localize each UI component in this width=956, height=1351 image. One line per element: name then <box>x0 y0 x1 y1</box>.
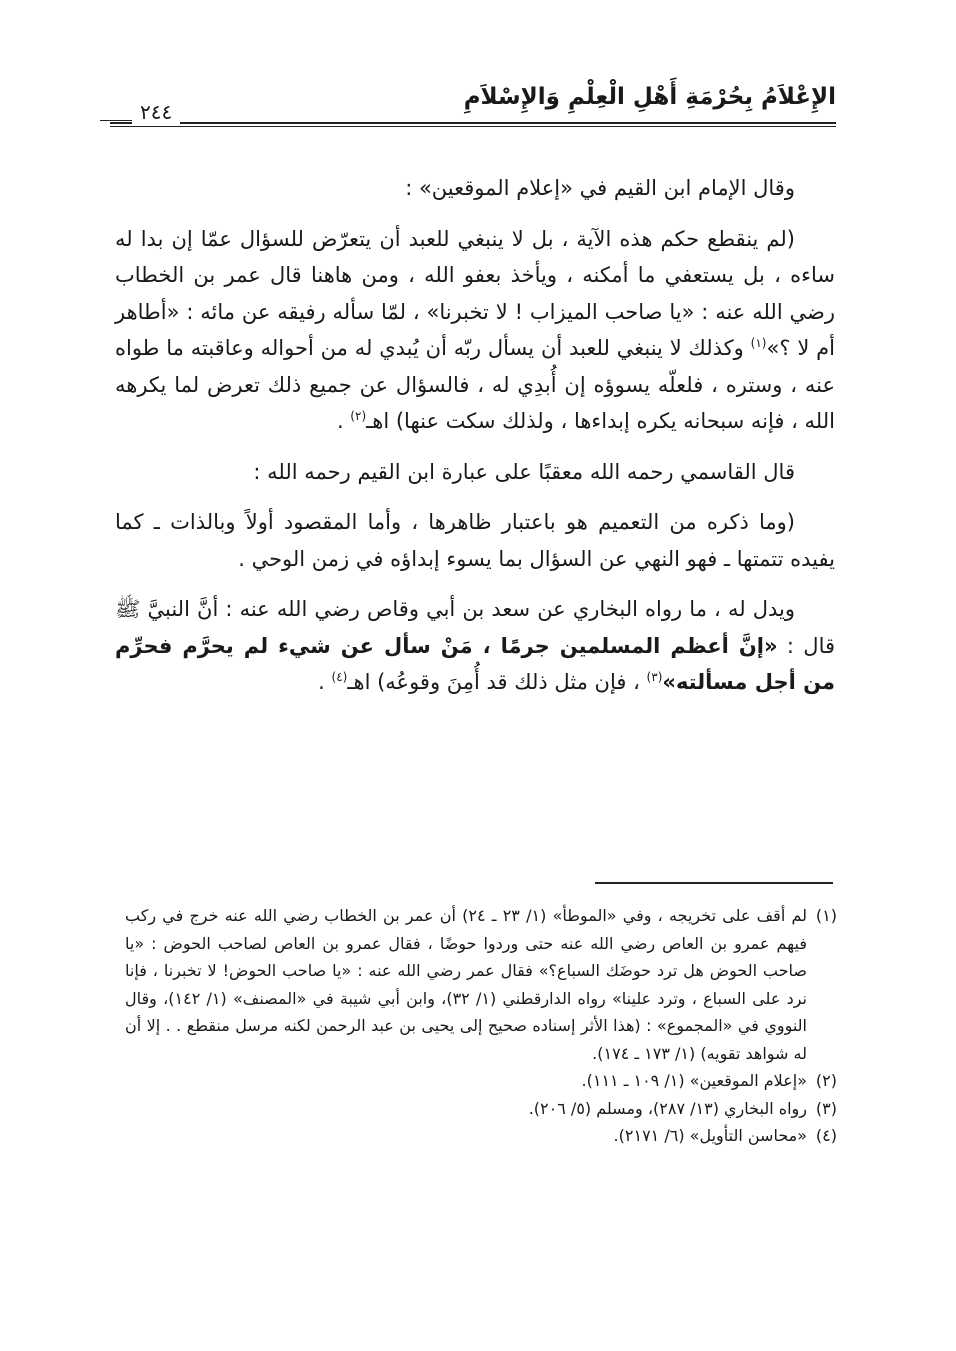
paragraph-text: (لم ينقطع حكم هذه الآية ، بل لا ينبغي للعبد أن يتعرّض للسؤال عمّا إن بدا له ساءه ، بل يستعفي ما أمكنه ، ويأخذ بعفو الله ، ومن هاهنا قال عمر بن الخطاب رضي الله عنه : «يا صاحب الميزاب ! لا تخبرنا» ، لمّا سأله رفيقه عن مائه : «أطاهر أم لا ؟» <box>115 226 835 360</box>
paragraph-text: ، فإن مثل ذلك قد أُمِنَ وقوعُه) اهـ <box>347 670 647 694</box>
footnote-1 <box>125 902 837 1067</box>
page-number-rule <box>100 120 132 121</box>
paragraph-intro-ibn-qayyim <box>115 170 835 207</box>
header-rule <box>110 122 836 127</box>
main-text <box>115 170 835 715</box>
footnote-ref-3[interactable]: (٣) <box>646 670 663 684</box>
paragraph-text: وكذلك لا ينبغي للعبد أن يسأل ربّه أن يُبدي له من أحواله وعاقبته ما طواه عنه ، وستره ، فلعلّه يسوؤه إن أُبدِي له ، فالسؤال عن جميع ذلك تعرض لما يكرهه الله ، فإنه سبحانه يكره إبداءها ، ولذلك سكت عنها) اهـ <box>115 336 835 433</box>
footnote-3 <box>125 1095 837 1123</box>
footnote-ref-2[interactable]: (٢) <box>350 409 367 423</box>
footnote-number: (٣) <box>815 1098 837 1118</box>
page-number: ٢٤٤ <box>132 100 180 124</box>
paragraph-end: . <box>318 670 332 694</box>
footnote-4 <box>125 1122 837 1150</box>
book-title: الإِعْلاَمُ بِحُرْمَةِ أَهْلِ الْعِلْمِ وَالإِسْلاَمِ <box>463 84 836 110</box>
paragraph-quote-qasimi <box>115 504 835 577</box>
footnotes <box>125 902 837 1150</box>
footnote-text: «محاسن التأويل» (٦/ ٢١٧١). <box>613 1126 807 1145</box>
running-header <box>100 70 836 130</box>
footnote-ref-1[interactable]: (١) <box>750 336 767 350</box>
paragraph-text: قال القاسمي رحمه الله معقبًا على عبارة ابن القيم رحمه الله : <box>253 459 795 484</box>
paragraph-quote-ibn-qayyim <box>115 221 835 440</box>
footnote-number: (٤) <box>815 1126 837 1145</box>
footnote-number: (٢) <box>815 1071 837 1090</box>
paragraph-end: . <box>336 409 351 433</box>
paragraph-hadith <box>115 591 835 701</box>
footnote-text: رواه البخاري (١٣/ ٢٨٧)، ومسلم (٥/ ٢٠٦). <box>528 1098 807 1118</box>
hadith-text: «إنَّ أعظم المسلمين جرمًا ، مَنْ سأل عن شيء لم يحرَّم فحرِّم من أجل مسألته» <box>115 633 835 694</box>
footnote-2 <box>125 1067 837 1095</box>
paragraph-text: (وما ذكره من التعميم هو باعتبار ظاهرها ، وأما المقصود أولاً وبالذات ـ كما يفيده تتمتها ـ فهو النهي عن السؤال بما يسوء إبداؤه في زمن الوحي . <box>115 510 835 571</box>
footnote-number: (١) <box>815 906 837 925</box>
footnote-text: «إعلام الموقعين» (١/ ١٠٩ ـ ١١١). <box>581 1071 807 1090</box>
paragraph-intro-qasimi <box>115 454 835 491</box>
paragraph-text: ويدل له ، ما رواه البخاري عن سعد بن أبي وقاص رضي الله عنه : أنَّ النبيَّ ﷺ قال : <box>115 597 836 658</box>
paragraph-text: وقال الإمام ابن القيم في «إعلام الموقعين» : <box>405 176 795 200</box>
footnote-ref-4[interactable]: (٤) <box>331 670 348 684</box>
footnote-rule <box>595 882 833 884</box>
footnote-text: لم أقف على تخريجه ، وفي «الموطأ» (١/ ٢٣ ـ ٢٤) أن عمر بن الخطاب رضي الله عنه خرج في ركب فيهم عمرو بن العاص رضي الله عنه حتى وردوا حوضًا ، فقال عمرو بن العاص لصاحب الحوض : «يا صاحب الحوض هل ترد حوضَك السباع؟» فقال عمر رضي الله عنه : «يا صاحب الحوض! لا تخبرنا ، فإنا نرد على السباع ، وترد علينا» رواه الدارقطني (١/ ٣٢)، وابن أبي شيبة في «المصنف» (١/ ١٤٢)، وقال النووي في «المجموع» : (هذا الأثر إسناده صحيح إلى يحيى بن عبد الرحمن لكنه مرسل منقطع . . إلا أن له شواهد تقويه) (١/ ١٧٣ ـ ١٧٤). <box>125 906 808 1063</box>
